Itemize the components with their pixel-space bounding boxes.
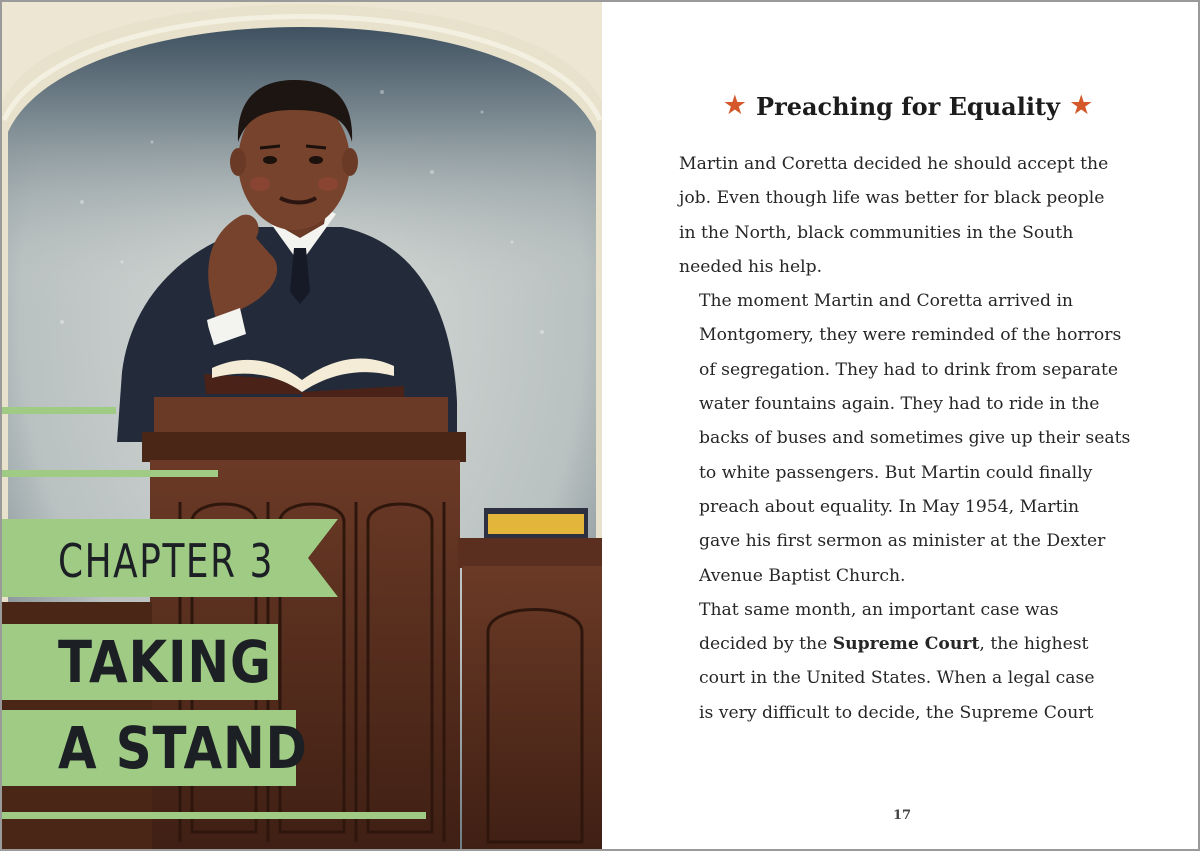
text-segment: in the North, black communities in the South bbox=[679, 222, 1074, 243]
decorative-rule-top bbox=[2, 407, 116, 414]
text-line bbox=[679, 661, 1149, 695]
text-segment: gave his first sermon as minister at the Dexter bbox=[699, 531, 1106, 552]
left-page bbox=[2, 2, 602, 851]
body-paragraph bbox=[679, 593, 1149, 730]
text-line bbox=[679, 318, 1149, 352]
text-line bbox=[679, 593, 1149, 627]
section-heading bbox=[708, 90, 1108, 121]
text-segment: Martin and Coretta decided he should accept the bbox=[679, 154, 1109, 174]
text-segment: Montgomery, they were reminded of the horrors bbox=[699, 325, 1122, 346]
body-paragraph bbox=[679, 284, 1149, 593]
decorative-rule-middle bbox=[2, 470, 218, 477]
star-icon: ★ bbox=[722, 90, 747, 121]
chapter-title-line-2: A STAND bbox=[58, 714, 308, 782]
glossary-term: Supreme Court bbox=[832, 634, 980, 655]
text-line bbox=[679, 250, 1149, 284]
text-segment: job. Even though life was better for black people bbox=[679, 188, 1105, 209]
right-page bbox=[602, 2, 1200, 851]
text-segment: needed his help. bbox=[679, 256, 823, 277]
section-heading-text: Preaching for Equality bbox=[756, 92, 1060, 121]
text-segment: to white passengers. But Martin could finally bbox=[699, 462, 1093, 483]
text-line bbox=[679, 216, 1149, 250]
text-line bbox=[679, 147, 1149, 181]
text-line bbox=[679, 284, 1149, 318]
text-line bbox=[679, 181, 1149, 215]
text-segment: is very difficult to decide, the Supreme Court bbox=[699, 702, 1094, 723]
text-line bbox=[679, 421, 1149, 455]
text-segment: That same month, an important case was bbox=[699, 599, 1059, 620]
body-text bbox=[679, 147, 1149, 730]
text-line bbox=[679, 387, 1149, 421]
text-line bbox=[679, 696, 1149, 730]
text-line bbox=[679, 456, 1149, 490]
text-segment: court in the United States. When a legal case bbox=[699, 668, 1095, 689]
text-segment: Avenue Baptist Church. bbox=[699, 565, 906, 586]
star-icon: ★ bbox=[1069, 90, 1094, 121]
text-line bbox=[679, 627, 1149, 661]
text-line bbox=[679, 490, 1149, 524]
decorative-rule-bottom bbox=[2, 812, 426, 819]
text-line bbox=[679, 524, 1149, 558]
page-number: 17 bbox=[892, 808, 912, 823]
body-paragraph bbox=[679, 147, 1149, 284]
text-segment: backs of buses and sometimes give up their seats bbox=[699, 428, 1131, 449]
text-segment: of segregation. They had to drink from separate bbox=[699, 359, 1119, 380]
text-segment: decided by the bbox=[699, 634, 833, 655]
chapter-label: CHAPTER 3 bbox=[58, 534, 275, 588]
text-segment: preach about equality. In May 1954, Martin bbox=[699, 496, 1080, 517]
text-segment: water fountains again. They had to ride in the bbox=[699, 394, 1100, 415]
text-line bbox=[679, 559, 1149, 593]
text-segment: , the highest bbox=[979, 634, 1089, 655]
text-line bbox=[679, 353, 1149, 387]
text-segment: The moment Martin and Coretta arrived in bbox=[699, 291, 1074, 312]
chapter-title-line-1: TAKING bbox=[58, 628, 272, 696]
